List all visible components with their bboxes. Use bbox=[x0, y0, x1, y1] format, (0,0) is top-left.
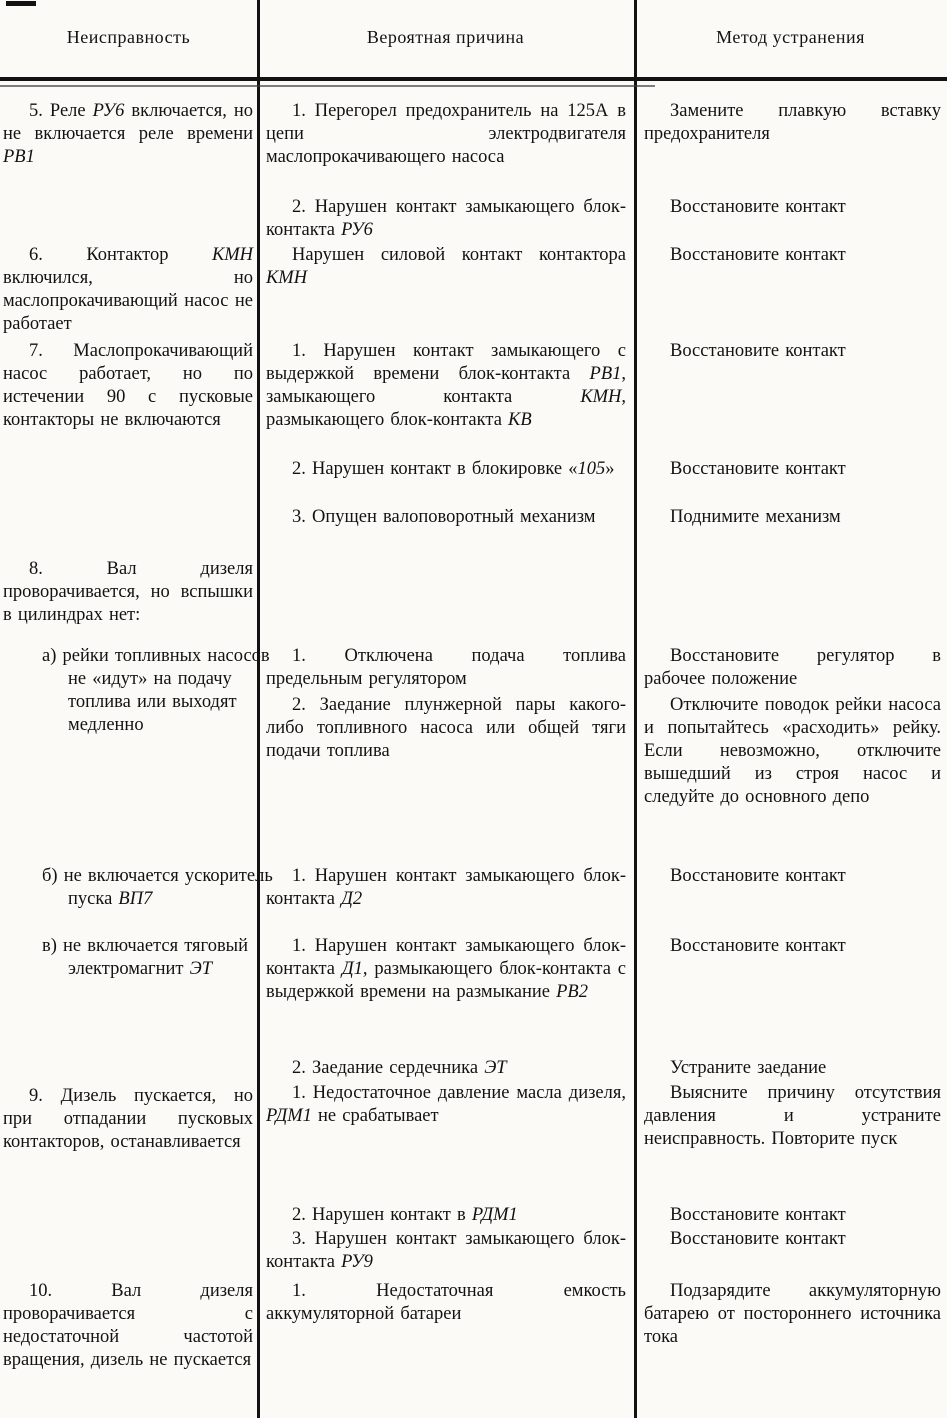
remedy-cell: Выясните причину отсутствия давления и устраните неисправность. Повторите пуск bbox=[644, 1083, 941, 1149]
fault-cell: 9. Дизель пускается, но при отпадании пусковых контакторов, останавливается bbox=[3, 1086, 253, 1152]
cause-cell: 1. Отключена подача топлива предельным регулятором bbox=[266, 646, 626, 689]
fault-cell: 10. Вал дизеля проворачивается с недостаточной частотой вращения, дизель не пускается bbox=[3, 1281, 253, 1370]
scan-artifact-mark bbox=[6, 1, 36, 6]
fault-cell: 8. Вал дизеля проворачивается, но вспышки в цилиндрах нет: bbox=[3, 559, 253, 625]
remedy-cell: Восстановите регулятор в рабочее положение bbox=[644, 646, 941, 689]
cause-cell: 3. Опущен валоповоротный механизм bbox=[292, 507, 596, 527]
remedy-cell: Восстановите контакт bbox=[670, 866, 846, 886]
cause-cell: 3. Нарушен контакт замыкающего блок-контакта РУ9 bbox=[266, 1229, 626, 1272]
cause-cell: 2. Нарушен контакт замыкающего блок-контакта РУ6 bbox=[266, 197, 626, 240]
cause-cell: 1. Нарушен контакт замыкающего с выдержкой времени блок-контакта РВ1, замыкающего контакта КМН, размыкающего блок-контакта КВ bbox=[266, 341, 626, 430]
remedy-cell: Подзарядите аккумуляторную батарею от постороннего источника тока bbox=[644, 1281, 941, 1347]
remedy-cell: Восстановите контакт bbox=[670, 1205, 846, 1225]
remedy-cell: Восстановите контакт bbox=[670, 459, 846, 479]
column-header-fault: Неисправность bbox=[66, 27, 191, 47]
remedy-cell: Отключите поводок рейки насоса и попытайтесь «расходить» рейку. Если невозможно, отключите вышедший из строя насос и следуйте до основного депо bbox=[644, 695, 941, 807]
cause-cell: 2. Нарушен контакт в блокировке «105» bbox=[292, 459, 615, 479]
remedy-cell: Восстановите контакт bbox=[670, 936, 846, 956]
column-header-remedy: Метод устранения bbox=[716, 27, 865, 47]
remedy-cell: Поднимите механизм bbox=[670, 507, 841, 527]
header-rule-shadow bbox=[0, 85, 655, 87]
cause-cell: 2. Заедание сердечника ЭТ bbox=[292, 1058, 507, 1078]
cause-cell: 2. Заедание плунжерной пары какого-либо топливного насоса или общей тяги подачи топлива bbox=[266, 695, 626, 761]
column-header-cause: Вероятная причина bbox=[366, 27, 525, 47]
fault-cell: 6. Контактор КМН включился, но маслопрокачивающий насос не работает bbox=[3, 245, 253, 334]
cause-cell: Нарушен силовой контакт контактора КМН bbox=[266, 245, 626, 288]
remedy-cell: Восстановите контакт bbox=[670, 1229, 846, 1249]
remedy-cell: Устраните заедание bbox=[670, 1058, 827, 1078]
cause-cell: 1. Нарушен контакт замыкающего блок-контакта Д1, размыкающего блок-контакта с выдержкой времени на размыкание РВ2 bbox=[266, 936, 626, 1002]
cause-cell: 1. Нарушен контакт замыкающего блок-контакта Д2 bbox=[266, 866, 626, 909]
header-rule bbox=[0, 77, 947, 81]
remedy-cell: Восстановите контакт bbox=[670, 245, 846, 265]
fault-cell: а) рейки топливных насосов не «идут» на подачу топлива или выходят медленно bbox=[42, 646, 270, 735]
fault-cell: 7. Маслопрокачивающий насос работает, но по истечении 90 с пусковые контакторы не включаются bbox=[3, 341, 253, 430]
fault-cell: б) не включается ускоритель пуска ВП7 bbox=[42, 866, 273, 909]
cause-cell: 2. Нарушен контакт в РДМ1 bbox=[292, 1205, 518, 1225]
remedy-cell: Восстановите контакт bbox=[670, 197, 846, 217]
fault-cell: в) не включается тяговый электромагнит ЭТ bbox=[42, 936, 249, 979]
fault-cell: 5. Реле РУ6 включается, но не включается реле времени РВ1 bbox=[3, 101, 254, 167]
cause-cell: 1. Недостаточное давление масла дизеля, РДМ1 не срабатывает bbox=[266, 1083, 626, 1126]
remedy-cell: Восстановите контакт bbox=[670, 341, 846, 361]
cause-cell: 1. Перегорел предохранитель на 125А в цепи электродвигателя маслопрокачивающего насоса bbox=[266, 101, 626, 167]
remedy-cell: Замените плавкую вставку предохранителя bbox=[644, 101, 941, 144]
cause-cell: 1. Недостаточная емкость аккумуляторной батареи bbox=[266, 1281, 626, 1324]
column-divider-2 bbox=[634, 0, 637, 1418]
